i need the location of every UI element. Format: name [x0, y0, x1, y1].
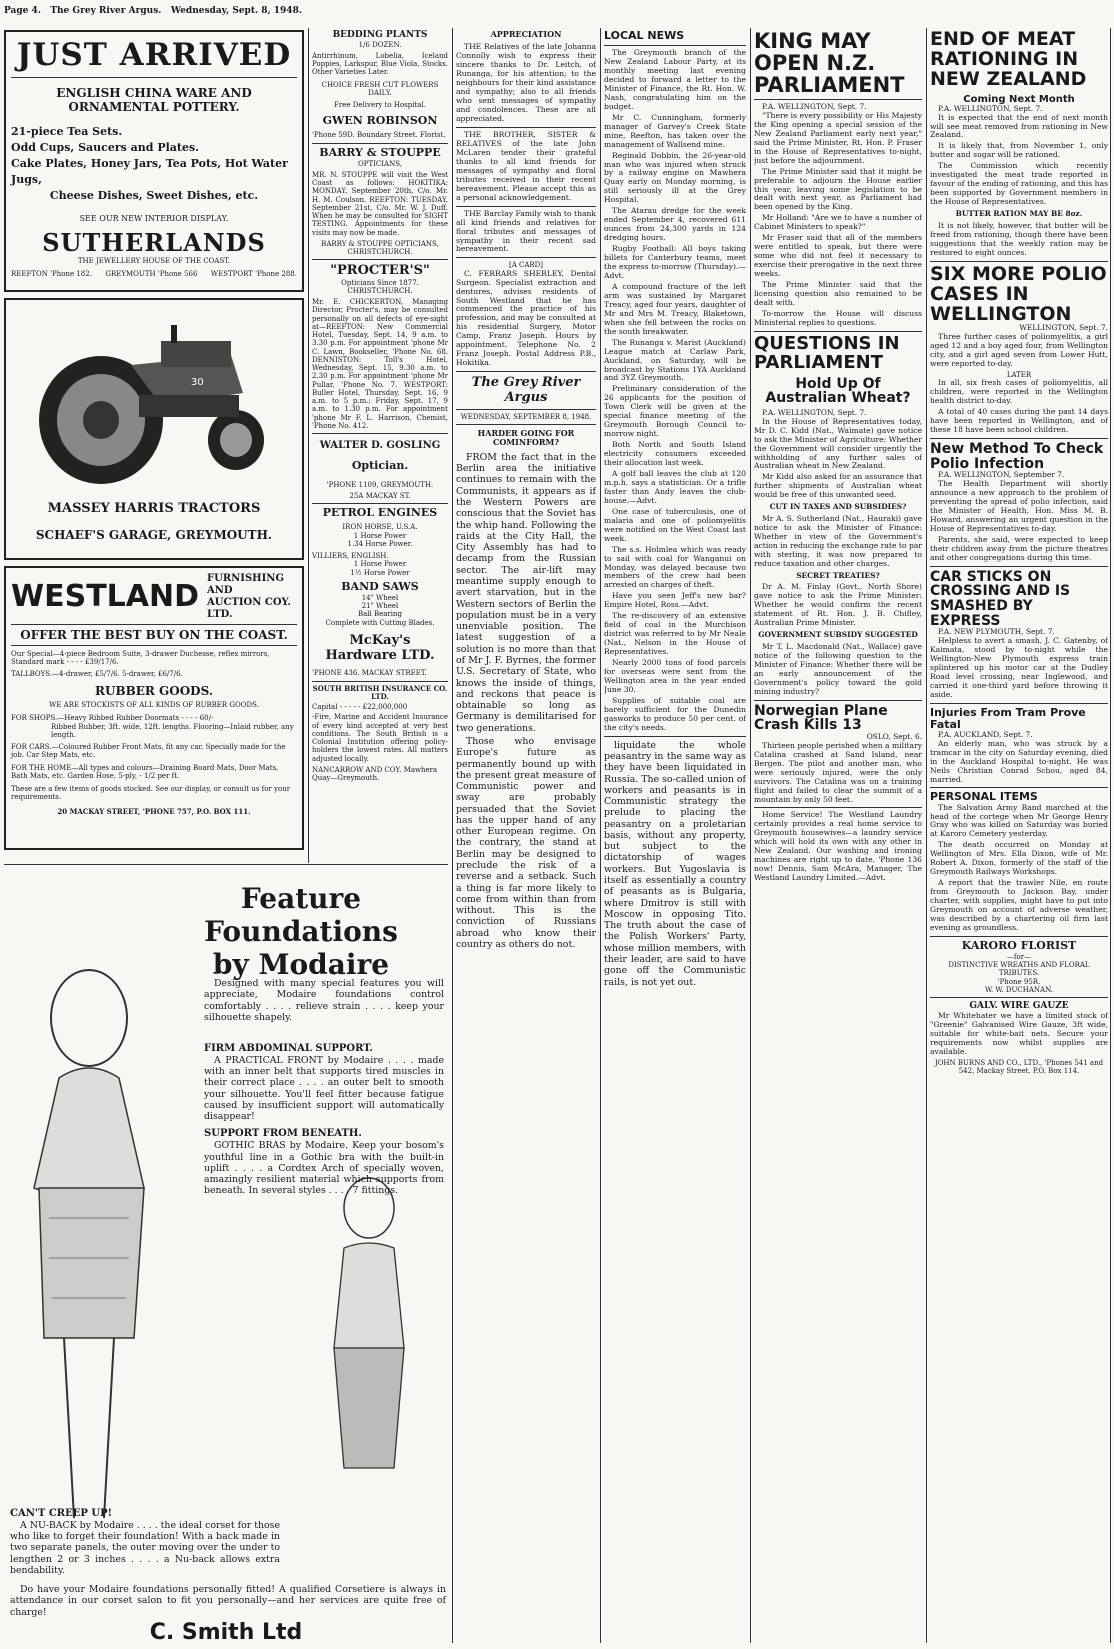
king-headline: KING MAY OPEN N.Z. PARLIAMENT — [754, 30, 905, 98]
ad-massey-harris: 30 MASSEY HARRIS TRACTORS SCHAEF'S GARAGE, GREYMOUTH. — [4, 298, 304, 560]
ad-modaire-foundations: Feature Foundations by Modaire Designed with many special features you will appreciate, Modaire foundations control comfortably . . . . relieve strain . . . . keep your silhouette shapely. FIRM ABDOMINAL SUPPORT. A PRACTICAL FRONT by Modaire . . . . made with an inner belt that supports tired muscles in their correct place . . . . an outer belt to smooth your silhouette. You'll feel fitter because fatigue caused by insufficient support will automatically disappear! SUPPORT FROM BENEATH. GOTHIC BRAS by Modaire. Keep your bosom's youthful line in a Gothic bra with the built-in uplift . . . . a Cordtex Arch of specially woven, amazingly resilient material which supports from beneath. In several styles . . . . 7 fittings. CAN'T CREEP UP! A NU-BACK by Modaire . . . . the ideal corset for those who like to forget their foundation! With a back made in two separate panels, the outer moving over the under to lengthen 2 or 3 inches . . . . a Nu-back allows extra bendability. Do have your Modaire foundations personally fitted! A qualified Corsetiere is always in attendance in our corset salon to fit you personally—and her services are quite free of charge! C. Smith Ltd — [4, 868, 448, 1643]
column-6: END OF MEAT RATIONING IN NEW ZEALAND Coming Next Month P.A. WELLINGTON, Sept. 7. It is expected that the end of next month will see meat removed from rationing in New Zealand. It is likely that, from November 1, only butter and sugar will be rationed. The Commission which recently investigated the meat trade reported in favour of the ending of rationing, and this has been supported by Government members in the House of Representatives. BUTTER RATION MAY BE 8oz. It is not likely, however, that butter will be freed from rationing, though there have been suggestions that the weekly ration may be restored to eight ounces. SIX MORE POLIO CASES IN WELLINGTON WELLINGTON, Sept. 7. Three further cases of poliomyelitis, a girl aged 12 and a boy aged four, from Wellington city, and a girl aged seven from Lower Hutt, were reported to-day. LATER In all, six fresh cases of poliomyelitis, all children, were reported in the Wellington health district to-day. A total of 40 cases during the past 14 days have been reported in Wellington, and of these 18 have been school children. New Method To Check Polio Infection P.A. WELLINGTON, September 7. The Health Department will shortly announce a new approach to the problem of preventing the spread of polio infection, said the Minister of Health, Hon. Miss M. B. Howard, answering an urgent question in the House of Representatives to-day. Parents, she said, were expected to keep their children away from the picture theatres and other congregations during this time. CAR STICKS ON CROSSING AND IS SMASHED BY EXPRESS P.A. NEW PLYMOUTH, Sept. 7. Helpless to avert a smash, J. C. Gatenby, of Kaimata, stood by to-night while the Wellington-New Plymouth express train splintered up his motor car at the Dudley Road level crossing, near Inglewood, and carried it one-third yard before throwing it aside. Injuries From Tram Prove Fatal P.A. AUCKLAND, Sept. 7. An elderly man, who was struck by a tramcar in the city on Saturday evening, died in the Auckland Hospital to-night. He was Neils Christian Conrad Schou, aged 84, married. PERSONAL ITEMS The Salvation Army Band marched at the head of the cortege when Mr George Henry Gray who was killed on Saturday was buried at Karoro Cemetery yesterday. The death occurred on Monday at Wellington of Mrs. Ella Dixon, wife of Mr. Robert A. Dixon, formerly of the staff of the Greymouth Railways Workshops. A report that the trawler Nile, en route from Greymouth to Jackson Bay, under charter, with supplies, might have to put into Greymouth on account of adverse weather, was described by a chartering oil firm last evening as groundless. KARORO FLORIST —for— DISTINCTIVE WREATHS AND FLORAL TRIBUTES. 'Phone 95R. W. W. DUCHANAN. GALV. WIRE GAUZE Mr Whitehater we have a limited stock of "Greenie" Galvanised Wire Gauze, 3ft wide, suitable for white-bait nets. Secure your requirements now whilst supplies are available. JOHN BURNS AND CO., LTD., 'Phones 541 and 542, Mackay Street. P.O. Box 114. — [930, 30, 1108, 1075]
modaire-title: Feature Foundations — [204, 882, 398, 949]
store-name: SUTHERLANDS — [42, 228, 266, 258]
editorial-title: HARDER GOING FOR COMINFORM? — [477, 428, 575, 448]
polio-infection-headline: New Method To Check Polio Infection — [930, 440, 1104, 472]
tractor-illustration — [11, 305, 297, 493]
newspaper-flag: The Grey River Argus — [471, 375, 581, 406]
plane-crash-headline: Norwegian Plane Crash Kills 13 — [754, 702, 888, 734]
column-5: KING MAY OPEN N.Z. PARLIAMENT P.A. WELLINGTON, Sept. 7. "There is every possibility or His Majesty the King opening a special session of the New Zealand Parliament early next year," said the Prime Minister, Rt. Hon. P. Fraser in the House of Representatives to-night, just before the adjournment. The Prime Minister said that it might be preferable to adjourn the House earlier this year, leaving some legislation to be dealt with next year, as Parliament had been opened by the King. Mr Holland: "Are we to have a number of Cabinet Ministers to speak?" Mr Fraser said that all of the members were entitled to speak, but there were some who did not feel it necessary to exercise their prerogative in the next three weeks. The Prime Minister said that the licensing question also remained to be dealt with. To-morrow the House will discuss Ministerial replies to questions. QUESTIONS IN PARLIAMENT Hold Up Of Australian Wheat? P.A. WELLINGTON, Sept. 7. In the House of Representatives today, Mr D. C. Kidd (Nat., Waimate) gave notice to ask the Minister of Agriculture: Whether the Government will consider urgently the withholding of any further sales of Australian wheat in New Zealand. Mr Kidd also asked for an assurance that further shipments of Australian wheat would be free of this unwanted seed. CUT IN TAXES AND SUBSIDIES? Mr A. S. Sutherland (Nat., Hauraki) gave notice to ask the Minister of Finance: Whether in view of the Government's action in reducing the exchange rate to par with sterling, it was now prepared to reduce taxation and other charges. SECRET TREATIES? Dr A. M. Finlay (Govt., North Shore) gave notice to ask the Prime Minister: Whether he would confirm the recent statement of Rt. Hon. J. B. Chifley, Australian Prime Minister. GOVERNMENT SUBSIDY SUGGESTED Mr T. L. Macdonald (Nat., Wallace) gave notice of the following question to the Minister of Finance: Whether there will be an early announcement of the Government's policy toward the gold mining industry? Norwegian Plane Crash Kills 13 OSLO, Sept. 6. Thirteen people perished when a military Catalina crashed at Sand Island, near Bergen. The pilot and another man, who were seriously injured, were the only survivors. The Catalina was on a training flight and failed to clear the summit of a mountain by only 50 feet. Home Service! The Westland Laundry certainly provides a real home service to Greymouth housewives—a laundry service which will hold its own with any other in New Zealand. Our washing and ironing machines are right up to date. 'Phone 136 now! Dennis, Sam McAra, Manager, The Westland Laundry Limited.—Advt. — [754, 30, 922, 883]
column-3: APPRECIATION THE Relatives of the late Johanna Connolly wish to express their sincere thanks to Dr. Leitch, of Runanga, for his attention; to the neighbours for their kind assistance and sympathy; also to all friends who sent messages of sympathy and condolences. These are all appreciated. THE BROTHER, SISTER & RELATIVES of the late John McLaren tender their grateful thanks to all kind friends for messages of sympathy and floral tributes received in their recent bereavement. Please accept this as a personal acknowledgement. THE Barclay Family wish to thank all kind friends and relatives for floral tributes and messages of sympathy in their recent sad bereavement. [A CARD] C. FERRARS SHERLEY, Dental Surgeon. Specialist extraction and dentures, advises residents of South Westland that he has commenced the practice of his profession, and may be consulted at his residential Surgery, Motor Camp, Franz Joseph. Hours by appointment. Telephone No. 2 Franz Joseph. Postal Address P.B., Hokitika. The Grey River Argus WEDNESDAY, SEPTEMBER 8, 1948. HARDER GOING FOR COMINFORM? FROM the fact that in the Berlin area the initiative continues to remain with the Communists, it appears as if the Western Powers are conscious that the Soviet has the whip hand. Following the raids at the City Hall, the City Assembly has had to decamp from the Russian sector. The air-lift may meantime supply enough to avert starvation, but in the Western sectors of Berlin the population must be in a very unenviable position. The latest suggestion of a solution is no more than that of Mr J. F. Byrnes, the former U.S. Secretary of State, who knows the inside of things, and reckons that peace is obtainable so long as Germany is demilitarised for two generations. Those who envisage Europe's future as permanently bound up with the present great measure of Communistic power and sway are probably persuaded that the Soviet has the upper hand of any other European regime. On the contrary, the stand at Berlin may be designed to preclude the risk of a reverse and a setback. Such a thing is far more likely to come from within than from without. This is the conviction of Russians abroad who know their country as others do not. — [456, 30, 596, 951]
model-illustration — [294, 1168, 444, 1488]
polio-headline: SIX MORE POLIO CASES IN WELLINGTON — [930, 262, 1107, 325]
car-crossing-headline: CAR STICKS ON CROSSING AND IS SMASHED BY EXPRESS — [930, 568, 1071, 629]
questions-headline: QUESTIONS IN PARLIAMENT — [754, 332, 900, 373]
issue-date: Wednesday, Sept. 8, 1948. — [170, 6, 302, 16]
ad-headline: JUST ARRIVED — [16, 37, 292, 73]
meat-rationing-headline: END OF MEAT RATIONING IN NEW ZEALAND — [930, 30, 1087, 90]
svg-text:30: 30 — [191, 377, 204, 388]
column-4: LOCAL NEWS The Greymouth branch of the New Zealand Labour Party, at its monthly meeting last evening decided to forward a letter to the Minister of Finance, the Rt. Hon. W. Nash, congratulating him on the budget. Mr C. Cunningham, formerly manager of Garvey's Creek State mine, Reefton, has taken over the management of Wallsend mine. Reginald Dobbin, the 26-year-old man who was injured when struck by a railway engine on Mawhera Quay early on Monday morning, is still seriously ill at the Grey Hospital. The Atarau dredge for the week ended September 4, recovered 611 ounces from 24,300 yards in 124 dredging hours. Rugby Football: All boys taking billets for Canterbury teams, meet the express to-morrow (Thursday).—Advt. A compound fracture of the left arm was sustained by Margaret Treacy, aged four years, daughter of Mr and Mrs M. Treacy, Blaketown, when she fell between the rocks on the south breakwater. The Runanga v. Marist (Auckland) League match at Carlaw Park, Auckland, on Saturday, will be broadcast by Stations 1YA Auckland and 3YZ Greymouth. Preliminary consideration of the 26 applicants for the position of Town Clerk will be given at the special finance meeting of the Greymouth Borough Council to-morrow night. Both North and South Island electricity consumers exceeded their allocation last week. A golf ball leaves the club at 120 m.p.h. says a statistician. Or a trifle faster than Andy leaves the club-house.—Advt. One case of tuberculosis, one of malaria and one of poliomyelitis were notified on the West Coast last week. The s.s. Holmlea which was ready to sail with coal for Wanganui on Monday, was delayed because two members of the crew had been arrested on charges of theft. Have you seen Jeff's new bar? Empire Hotel, Ross.—Advt. The re-discovery of an extensive field of coal in the Murchison district was referred to by Mr Neale (Nat., Nelson in the House of Representatives. Nearly 2000 tons of food parcels for overseas were sent from the Wellington area in the year ended June 30. Supplies of suitable coal are barely sufficient for the Dunedin gasworks to produce 50 per cent. of the city's needs. liquidate the whole peasantry in the same way as they have been liquidated in Russia. The so-called union of workers and peasants is in Communistic strategy the prelude to placing the peasantry on a proletarian basis, without any property, but subject to the dictatorship of wages workers. But Yugoslavia is itself as essentially a country of peasants as is Bulgaria, where Dmitrov is still with Moscow in opposing Tito. The truth about the case of the Polish Workers' Party, whose million members, with their leader, are said to have gone off the Communistic rails, is not yet out. — [604, 30, 746, 988]
local-news-heading: LOCAL NEWS — [604, 30, 685, 42]
personal-items-heading: PERSONAL ITEMS — [930, 790, 1038, 804]
page-masthead — [4, 6, 304, 20]
corset-illustration — [4, 958, 174, 1558]
ad-just-arrived: JUST ARRIVED ENGLISH CHINA WARE AND ORNAMENTAL POTTERY. 21-piece Tea Sets. Odd Cups, Saucers and Plates. Cake Plates, Honey Jars, Tea Pots, Hot Water Jugs, Cheese Dishes, Sweet Dishes, etc. SEE OUR NEW INTERIOR DISPLAY. SUTHERLANDS THE JEWELLERY HOUSE OF THE COAST. REEFTON 'Phone 182. GREYMOUTH 'Phone 566 WESTPORT 'Phone 288. — [4, 30, 304, 292]
paper-name: The Grey River Argus. — [50, 6, 162, 16]
page-number: Page 4. — [4, 6, 41, 16]
c-smith-logo: C. Smith Ltd — [149, 1620, 303, 1643]
ad-westland: WESTLAND FURNISHING AND AUCTION COY. LTD. OFFER THE BEST BUY ON THE COAST. Our Special—4-piece Bedroom Suite, 3-drawer Duchesse, reflex mirrors, Standard mark - - - - £39/17/6. TALLBOYS.—4-drawer, £5/7/6. 5-drawer, £6/7/6. RUBBER GOODS. WE ARE STOCKISTS OF ALL KINDS OF RUBBER GOODS. FOR SHOPS.—Heavy Ribbed Rubber Doormats - - - - 60/- Ribbed Rubber, 3ft. wide, 12ft. lengths. Flooring—Inlaid rubber, any length. FOR CARS.—Coloured Rubber Front Mats, fit any car. Specially made for the job. Car Step Mats, etc. FOR THE HOME—All types and colours—Draining Board Mats, Door Mats, Bath Mats, etc. Garden Hose, 5-ply, - 1/2 per ft. These are a few items of goods stocked. See our display, or consult us for your requirements. 20 MACKAY STREET, 'PHONE 757, P.O. BOX 111. — [4, 566, 304, 850]
westland-name: WESTLAND — [11, 579, 199, 615]
column-1-ads — [4, 30, 304, 860]
tram-headline: Injuries From Tram Prove Fatal — [930, 705, 1086, 731]
column-2-ads: BEDDING PLANTS 1/6 DOZEN. Antirrhinum, Lobelia, Iceland Poppies, Larkspur, Blue Viola, Stocks. Other Varieties Later. CHOICE FRESH CUT FLOWERS DAILY. Free Delivery to Hospital. GWEN ROBINSON 'Phone 59D. Boundary Street. Florist. BARRY & STOUPPE OPTICIANS, MR. N. STOUPPE will visit the West Coast as follows: HOKITIKA: MONDAY, September 20th, C/o. Mr. H. M. Coulson. REEFTON: TUESDAY, September 21st, C/o. Mr. W. J. Duff. When he may be consulted for SIGHT TESTING. Appointments for these visits may now be made. BARRY & STOUPPE OPTICIANS, CHRISTCHURCH. "PROCTER'S" Opticians Since 1877. CHRISTCHURCH. Mr. E. CHICKERTON, Managing Director, Procter's, may be consulted personally on all defects of eye-sight at—REEFTON: New Commercial Hotel, Tuesday, Sept. 14, 9 a.m. to 3.30 p.m. For appointment 'phone Mr C. Lawn, Bookseller, 'Phone No. 68. DENNISTON: Toll's Hotel, Wednesday, Sept. 15, 9.30 a.m. to 2.30 p.m. For appointment 'phone Mr Pullar, 'Phone No. 7. WESTPORT: Buller Hotel, Thursday, Sept. 16, 9 a.m. to 5 p.m.; Friday, Sept. 17, 9 a.m. to 1.30 p.m. For appointment 'phone Mr F. L. Harrison, Chemist, 'Phone No. 412. WALTER D. GOSLING Optician. 'PHONE 1109, GREYMOUTH. 25A MACKAY ST. PETROL ENGINES IRON HORSE, U.S.A. 1 Horse Power 1.34 Horse Power. VILLIERS, ENGLISH. 1 Horse Power 1½ Horse Power BAND SAWS 14" Wheel 21" Wheel Ball Bearing Complete with Cutting Blades. McKay's Hardware LTD. 'PHONE 436. MACKAY STREET. SOUTH BRITISH INSURANCE CO. LTD. Capital - - - - - £22,000,000 -Fire, Marine and Accident Insurance of every kind accepted at very best conditions. The South British is a Colonial Institution offering policy-holders the lowest rates. All matters adjusted locally. NANCARROW AND COY. Mawhera Quay—Greymouth. — [312, 30, 448, 783]
